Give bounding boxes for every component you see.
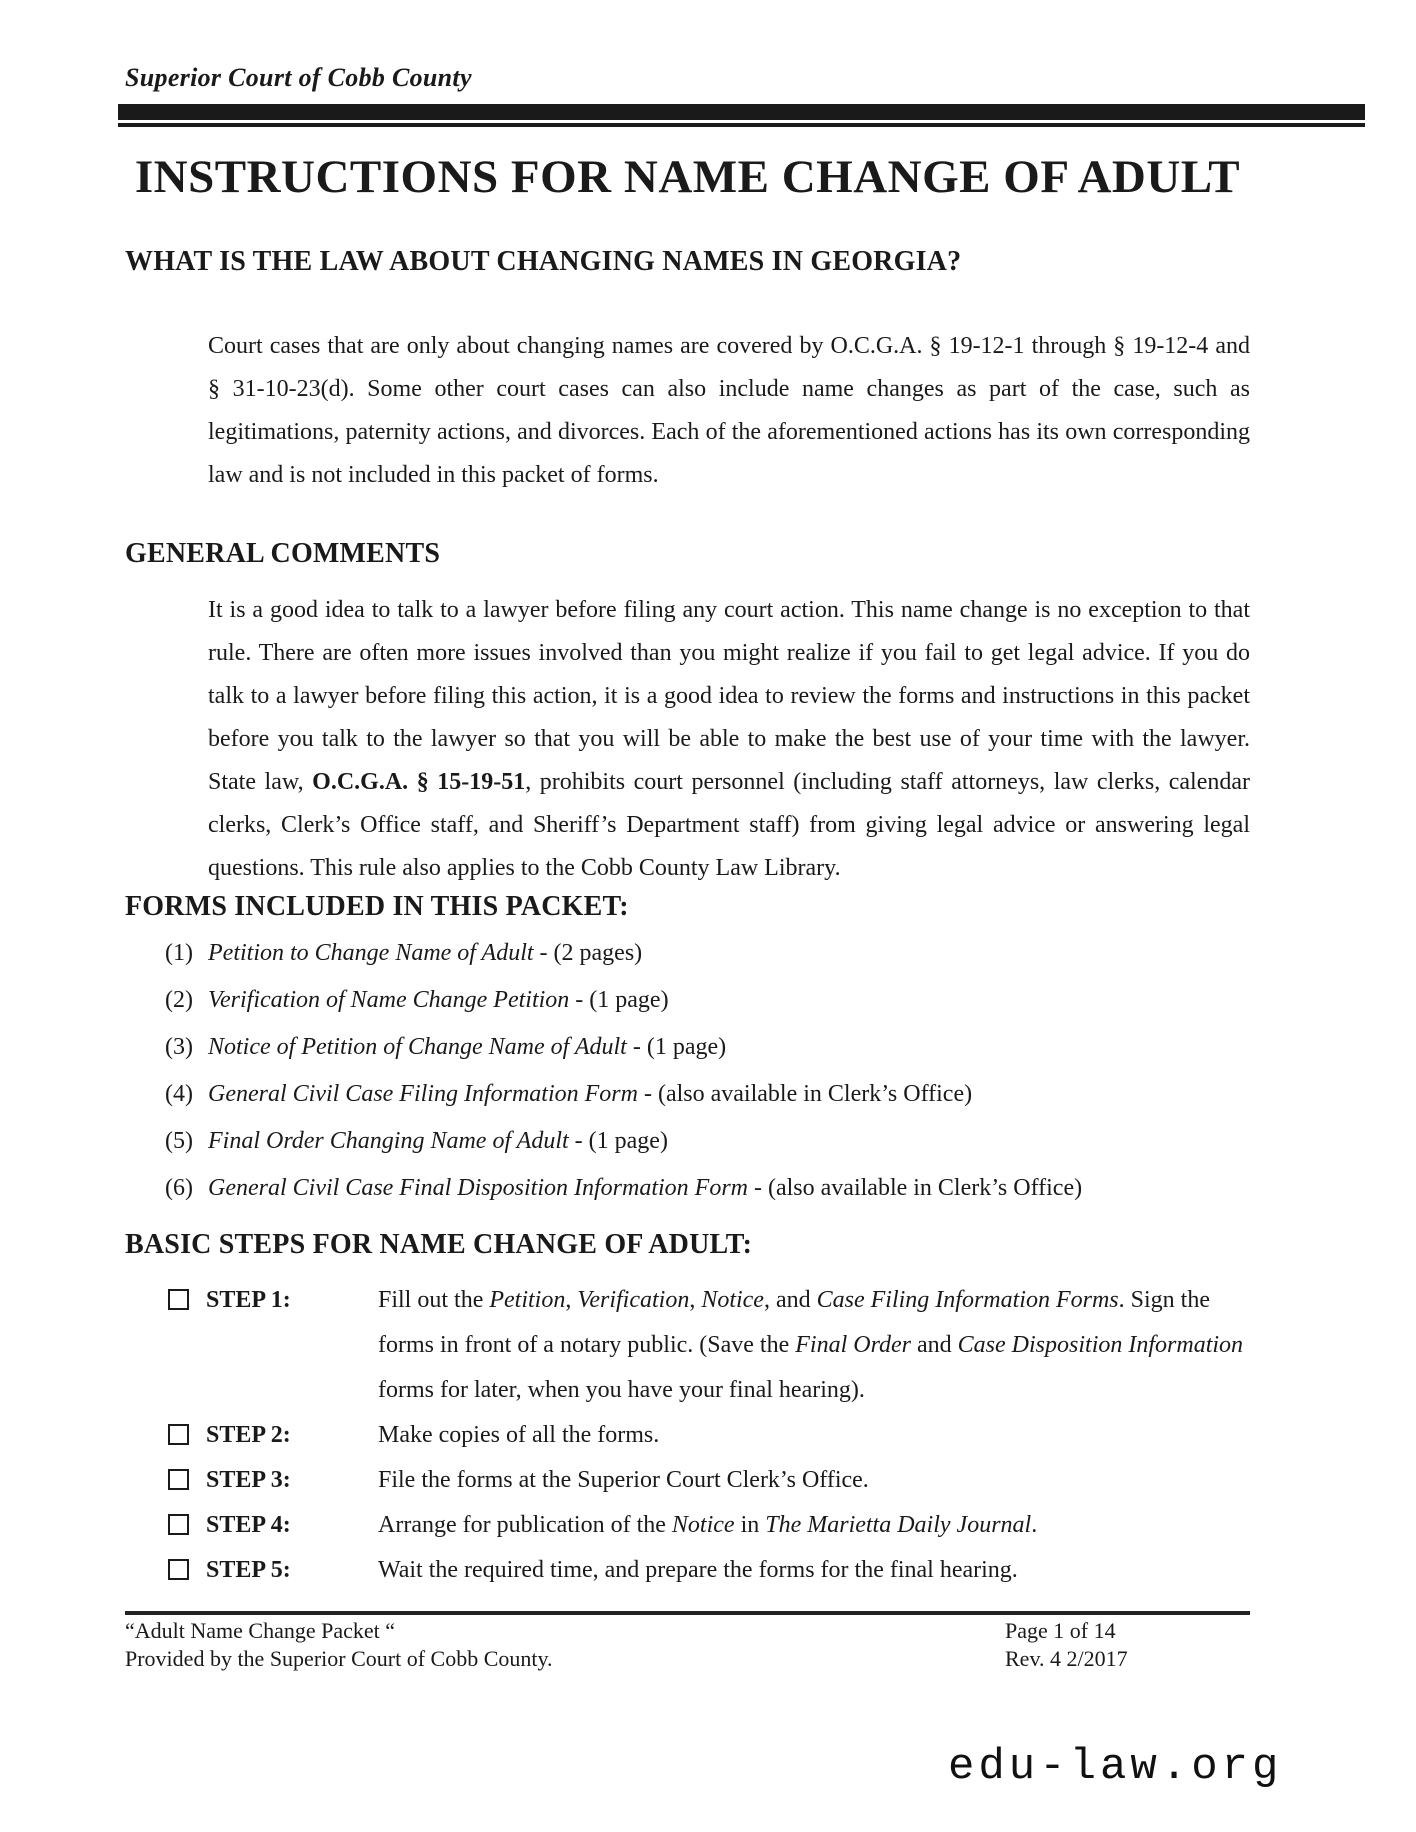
step-description: Arrange for publication of the Notice in The Marietta Daily Journal. bbox=[378, 1512, 1038, 1538]
form-item-number: (6) bbox=[165, 1175, 193, 1201]
footer-left bbox=[125, 1617, 553, 1673]
page-title: INSTRUCTIONS FOR NAME CHANGE OF ADULT bbox=[134, 151, 1241, 203]
step-row bbox=[168, 1413, 1250, 1458]
form-item bbox=[165, 1024, 1250, 1071]
checkbox-icon bbox=[168, 1424, 189, 1445]
section-heading-law: WHAT IS THE LAW ABOUT CHANGING NAMES IN GEORGIA? bbox=[125, 246, 962, 277]
header-rule-thick bbox=[118, 104, 1365, 120]
step-label: STEP 1: bbox=[206, 1287, 291, 1313]
form-item-name: General Civil Case Filing Information Form bbox=[208, 1081, 638, 1107]
footer-page-number: Page 1 of 14 bbox=[1005, 1618, 1116, 1643]
step-row bbox=[168, 1503, 1250, 1548]
paragraph-comments bbox=[125, 589, 1250, 890]
form-item-name: Petition to Change Name of Adult bbox=[208, 940, 534, 966]
section-heading-steps: BASIC STEPS FOR NAME CHANGE OF ADULT: bbox=[125, 1229, 753, 1260]
form-item-pages: - (1 page) bbox=[626, 1034, 727, 1060]
footer bbox=[125, 1617, 1250, 1673]
form-item bbox=[165, 1118, 1250, 1165]
step-description: Wait the required time, and prepare the forms for the final hearing. bbox=[378, 1557, 1018, 1583]
section-heading-forms: FORMS INCLUDED IN THIS PACKET: bbox=[125, 891, 629, 922]
step-row bbox=[168, 1278, 1250, 1413]
checkbox-icon bbox=[168, 1469, 189, 1490]
header-rule-thin bbox=[118, 123, 1365, 127]
footer-rule bbox=[125, 1611, 1250, 1615]
form-item-name: General Civil Case Final Disposition Information Form bbox=[208, 1175, 748, 1201]
section-heading-comments: GENERAL COMMENTS bbox=[125, 538, 441, 569]
step-label: STEP 4: bbox=[206, 1512, 291, 1538]
form-item-name: Notice of Petition of Change Name of Adult bbox=[208, 1034, 627, 1060]
step-row bbox=[168, 1548, 1250, 1593]
form-item bbox=[165, 930, 1250, 977]
form-item-pages: - (also available in Clerk’s Office) bbox=[637, 1081, 973, 1107]
form-item-name: Final Order Changing Name of Adult bbox=[208, 1128, 569, 1154]
step-label: STEP 5: bbox=[206, 1557, 291, 1583]
form-item-number: (2) bbox=[165, 987, 193, 1013]
footer-packet-name: “Adult Name Change Packet “ bbox=[125, 1618, 396, 1643]
statute-ref: O.C.G.A. § 15-19-51 bbox=[312, 769, 526, 795]
comments-text-before: It is a good idea to talk to a lawyer before filing any court action. This name change is no exception to that rule. There are often more issues involved than you might realize if you fail to get legal advice. If you do talk to a lawyer before filing this action, it is a good idea to review the forms and instructions in this packet before you talk to the lawyer so that you will be able to make the best use of your time with the lawyer. State law, bbox=[208, 597, 1250, 795]
form-item-number: (1) bbox=[165, 940, 193, 966]
form-item-pages: - (2 pages) bbox=[533, 940, 643, 966]
form-item bbox=[165, 1165, 1250, 1212]
step-description: File the forms at the Superior Court Clerk’s Office. bbox=[378, 1467, 869, 1493]
checkbox-icon bbox=[168, 1559, 189, 1580]
checkbox-icon bbox=[168, 1514, 189, 1535]
header-rule bbox=[118, 104, 1365, 127]
steps-list bbox=[125, 1278, 1250, 1593]
form-item-pages: - (1 page) bbox=[569, 987, 669, 1013]
form-item-number: (5) bbox=[165, 1128, 193, 1154]
step-row bbox=[168, 1458, 1250, 1503]
court-name: Superior Court of Cobb County bbox=[125, 63, 472, 92]
footer-right bbox=[1005, 1617, 1250, 1673]
step-description: Make copies of all the forms. bbox=[378, 1422, 660, 1448]
comments-text-after: , prohibits court personnel (including staff attorneys, law clerks, calendar clerks, Clerk’s Office staff, and Sheriff’s Department staff) from giving legal advice or answering legal questions. This rule also applies to the Cobb County Law Library. bbox=[208, 769, 1250, 881]
form-item bbox=[165, 1071, 1250, 1118]
step-label: STEP 2: bbox=[206, 1422, 291, 1448]
watermark: edu-law.org bbox=[948, 1742, 1283, 1792]
form-item bbox=[165, 977, 1250, 1024]
step-description: Fill out the Petition, Verification, Notice, and Case Filing Information Forms. Sign the forms in front of a notary public. (Save the Final Order and Case Disposition Information forms for later, when you have your final hearing). bbox=[378, 1287, 1244, 1403]
form-item-name: Verification of Name Change Petition bbox=[208, 987, 570, 1013]
step-label: STEP 3: bbox=[206, 1467, 291, 1493]
footer-provided-by: Provided by the Superior Court of Cobb County. bbox=[125, 1646, 553, 1671]
form-item-number: (4) bbox=[165, 1081, 193, 1107]
form-item-pages: - (also available in Clerk’s Office) bbox=[748, 1175, 1083, 1201]
paragraph-law: Court cases that are only about changing names are covered by O.C.G.A. § 19-12-1 through § 19-12-4 and § 31-10-23(d). Some other court cases can also include name changes as part of the case, such as legitimations, paternity actions, and divorces. Each of the aforementioned actions has its own corresponding law and is not included in this packet of forms. bbox=[208, 333, 1250, 488]
checkbox-icon bbox=[168, 1289, 189, 1310]
footer-revision: Rev. 4 2/2017 bbox=[1005, 1646, 1128, 1671]
forms-list bbox=[125, 930, 1250, 1212]
form-item-pages: - (1 page) bbox=[568, 1128, 668, 1154]
form-item-number: (3) bbox=[165, 1034, 193, 1060]
